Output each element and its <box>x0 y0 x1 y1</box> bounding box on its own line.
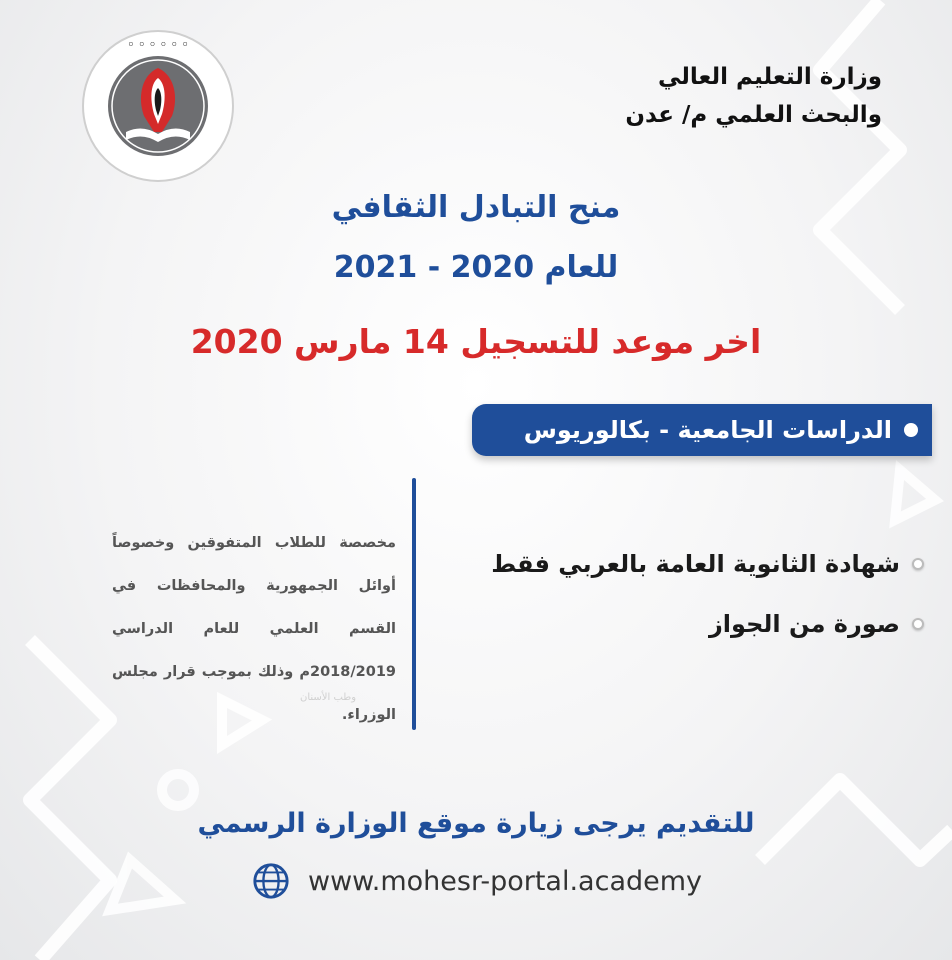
eligibility-note: مخصصة للطلاب المتفوقين وخصوصاً أوائل الجمهورية والمحافظات في القسم العلمي للعام الدراسي 2018/2019م وذلك بموجب قرار مجلس الوزراء. <box>112 535 396 723</box>
ministry-line-2: والبحث العلمي م/ عدن <box>625 102 882 128</box>
faint-text: وطب الأسنان <box>300 692 357 703</box>
globe-icon <box>252 862 290 900</box>
bullet-icon <box>912 558 924 570</box>
bullet-icon <box>912 618 924 630</box>
category-banner <box>472 404 932 456</box>
list-item <box>444 534 924 594</box>
list-item <box>444 594 924 654</box>
requirement-text: شهادة الثانوية العامة بالعربي فقط <box>491 550 900 578</box>
vertical-divider <box>412 478 416 730</box>
category-label: الدراسات الجامعية - بكالوريوس <box>523 416 892 444</box>
apply-instruction: للتقديم يرجى زيارة موقع الوزارة الرسمي <box>197 808 755 839</box>
website-link[interactable]: www.mohesr-portal.academy <box>308 865 703 897</box>
registration-deadline: اخر موعد للتسجيل 14 مارس 2020 <box>190 322 762 361</box>
svg-text:◦ ◦ ◦ ◦ ◦ ◦: ◦ ◦ ◦ ◦ ◦ ◦ <box>127 38 189 51</box>
website-row[interactable] <box>252 862 702 900</box>
scholarship-title: منح التبادل الثقافي <box>331 190 621 225</box>
bullet-icon <box>904 423 918 437</box>
ministry-logo <box>80 28 236 184</box>
requirements-list <box>444 534 924 654</box>
requirement-text: صورة من الجواز <box>708 610 900 638</box>
ministry-name <box>562 58 882 134</box>
ministry-line-1: وزارة التعليم العالي <box>657 64 882 90</box>
academic-year: للعام 2020 - 2021 <box>333 250 619 285</box>
